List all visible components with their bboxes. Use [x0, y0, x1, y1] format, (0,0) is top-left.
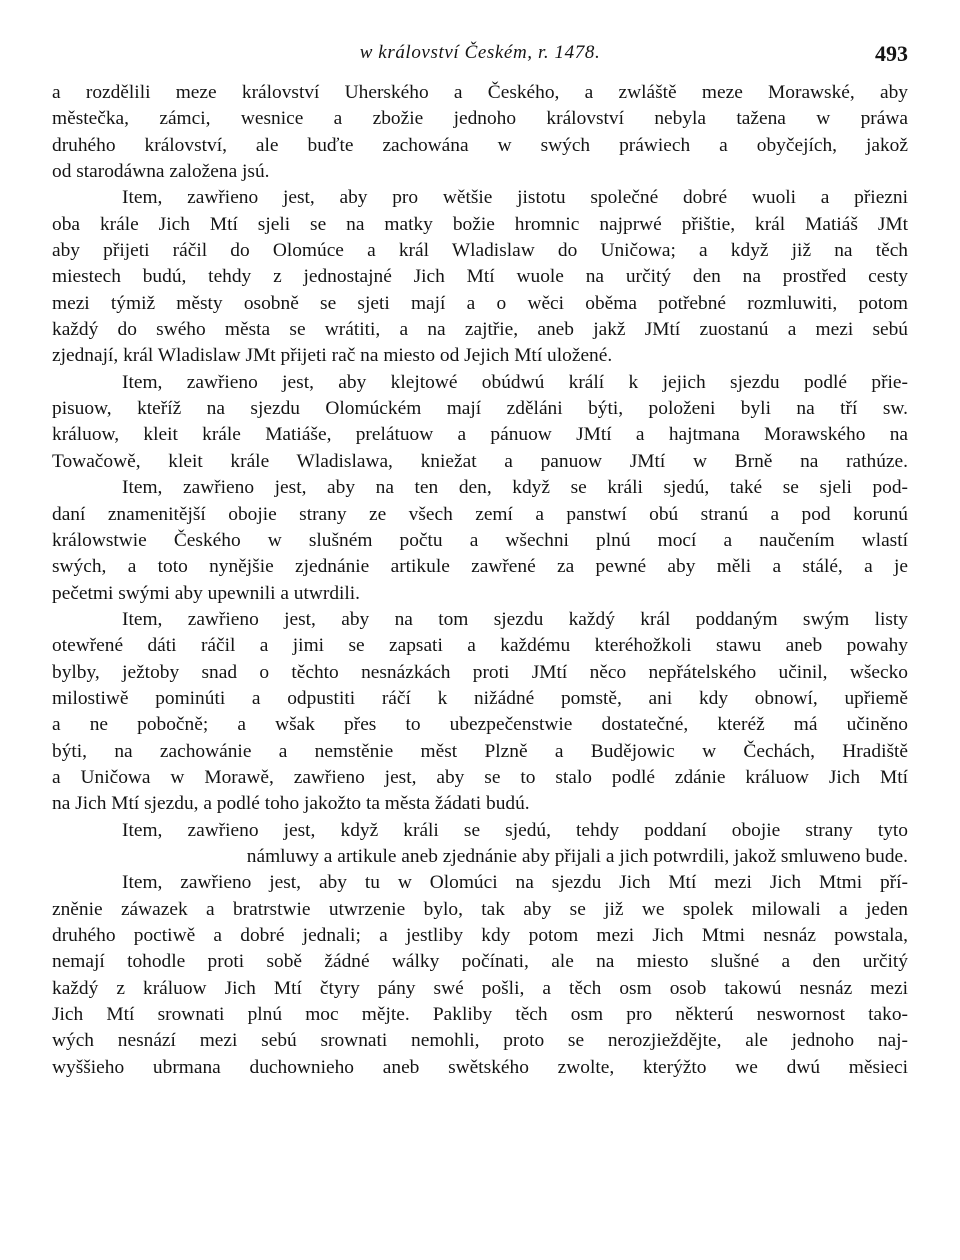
- text-line: Towačowě, kleit krále Wladislawa, kniežat a panuow JMtí w Brně na rathúze.: [52, 450, 908, 472]
- text-line: zněnie záwazek a bratrstwie utwrzenie bylo, tak aby se již we spolek milowali a jeden: [52, 898, 908, 920]
- text-line: wyššieho ubrmana duchownieho aneb swětského zwolte, kterýžto we dwú měsieci: [52, 1056, 908, 1078]
- text-line: wých nesnází mezi sebú srownati nemohli, proto se nerozjieždějte, ale jednoho naj-: [52, 1030, 908, 1052]
- text-line: městečka, zámci, wesnice a zbožie jednoho království nebyla tažena w práwa: [52, 108, 908, 130]
- text-line: oba krále Jich Mtí sjeli se na matky božie hromnic najprwé přištie, král Matiáš JMt: [52, 213, 908, 235]
- paragraph-first-line: Item, zawřieno jest, aby pro wětšie jistotu společné dobré wuoli a přiezni: [122, 187, 908, 209]
- text-line: králuow, kleit krále Matiáše, prelátuow a pánuow JMtí a hajtmana Morawského na: [52, 424, 908, 446]
- text-line: mezi týmiž městy osobně se sjeti mají a o wěci oběma potřebné rozmluwiti, potom: [52, 292, 908, 314]
- text-line: miestech budú, tehdy z jednostajné Jich Mtí wuole na určitý den na prostřed cesty: [52, 266, 908, 288]
- body-text: [52, 80, 908, 1081]
- text-line: aby přijeti ráčil do Olomúce a král Wladislaw do Uničowa; a když již na těch: [52, 240, 908, 262]
- text-line: pečetmi swými aby upewnili a utwrdili.: [52, 582, 361, 604]
- text-line: námluwy a artikule aneb zjednánie aby přijali a jich potwrdili, jakož smluweno bude.: [246, 845, 908, 867]
- text-line: swých, a toto nynějšie zjednánie artikule zawřené za pewné aby měli a stálé, a je: [52, 556, 908, 578]
- text-line: bylby, ježtoby snad o těchto nesnázkách proti JMtí něco nepřátelského učinil, wšecko: [52, 661, 908, 683]
- running-head: [52, 42, 908, 72]
- text-line: od starodáwna založena jsú.: [52, 161, 270, 183]
- paragraph-first-line: Item, zawřieno jest, aby tu w Olomúci na sjezdu Jich Mtí mezi Jich Mtmi pří-: [122, 872, 908, 894]
- text-line: králowstwie Českého w slušném počtu a wšechni plnú mocí a naučením wlastí: [52, 529, 908, 551]
- text-line: druhého poctiwě a dobré jednali; a jestliby kdy potom mezi Jich Mtmi nesnáz powstala,: [52, 925, 908, 946]
- text-line: býti, na zachowánie a nemstěnie měst Plzně a Budějowic w Čechách, Hradiště: [52, 740, 908, 762]
- text-line: druhého království, ale buďte zachowána w swých práwiech a obyčejích, jakož: [52, 134, 908, 156]
- paragraph-first-line: Item, zawřieno jest, aby klejtowé obúdwú králí k jejich sjezdu podlé přie-: [122, 371, 908, 393]
- text-line: a rozdělili meze království Uherského a Českého, a zwláště meze Morawské, aby: [52, 82, 908, 103]
- paragraph-first-line: Item, zawřieno jest, když králi se sjedú, tehdy poddaní obojie strany tyto: [122, 819, 908, 841]
- text-line: a Uničowa w Morawě, zawřieno jest, aby se to stalo podlé zdánie králuow Jich Mtí: [52, 766, 908, 788]
- text-line: zjednají, král Wladislaw JMt přijeti rač na miesto od Jejich Mtí uložené.: [52, 345, 613, 367]
- text-line: a ne pobočně; a wšak přes to ubezpečenstwie dostatečné, kteréž má učiněno: [52, 714, 908, 736]
- paragraph-first-line: Item, zawřieno jest, aby na ten den, když se králi sjedú, také se sjeli pod-: [122, 477, 908, 499]
- page-number: 493: [875, 41, 908, 66]
- text-line: milostiwě pominúti a odpustiti ráčí k nižádné pomstě, ani kdy obnowí, upřiemě: [52, 687, 908, 709]
- text-line: Jich Mtí srownati plnú moc mějte. Pakliby těch osm pro některú neswornost tako-: [52, 1004, 908, 1026]
- text-line: otewřené dáti ráčil a jimi se zapsati a každému kteréhožkoli stawu aneb powahy: [52, 635, 908, 657]
- running-title: w království Českém, r. 1478.: [359, 42, 601, 63]
- text-line: každý z králuow Jich Mtí čtyry pány swé pošli, a těch osm osob takowú nesnáz mezi: [52, 977, 908, 999]
- text-line: na Jich Mtí sjezdu, a podlé toho jakožto ta města žádati budú.: [52, 793, 530, 815]
- text-line: pisuow, kteříž na sjezdu Olomúckém mají zděláni býti, položeni byli na tří sw.: [52, 398, 908, 420]
- text-line: každý do swého města se wrátiti, a na zajtřie, aneb jakž JMtí zuostanú a mezi sebú: [52, 319, 908, 341]
- text-line: nemají tohodle proti sobě žádné wálky počínati, ale na miesto slušné a den určitý: [52, 951, 908, 973]
- text-line: daní znamenitější obojie strany ze všech zemí a panstwí obú stranú a pod korunú: [52, 503, 908, 525]
- paragraph-first-line: Item, zawřieno jest, aby na tom sjezdu každý král poddaným swým listy: [122, 608, 908, 630]
